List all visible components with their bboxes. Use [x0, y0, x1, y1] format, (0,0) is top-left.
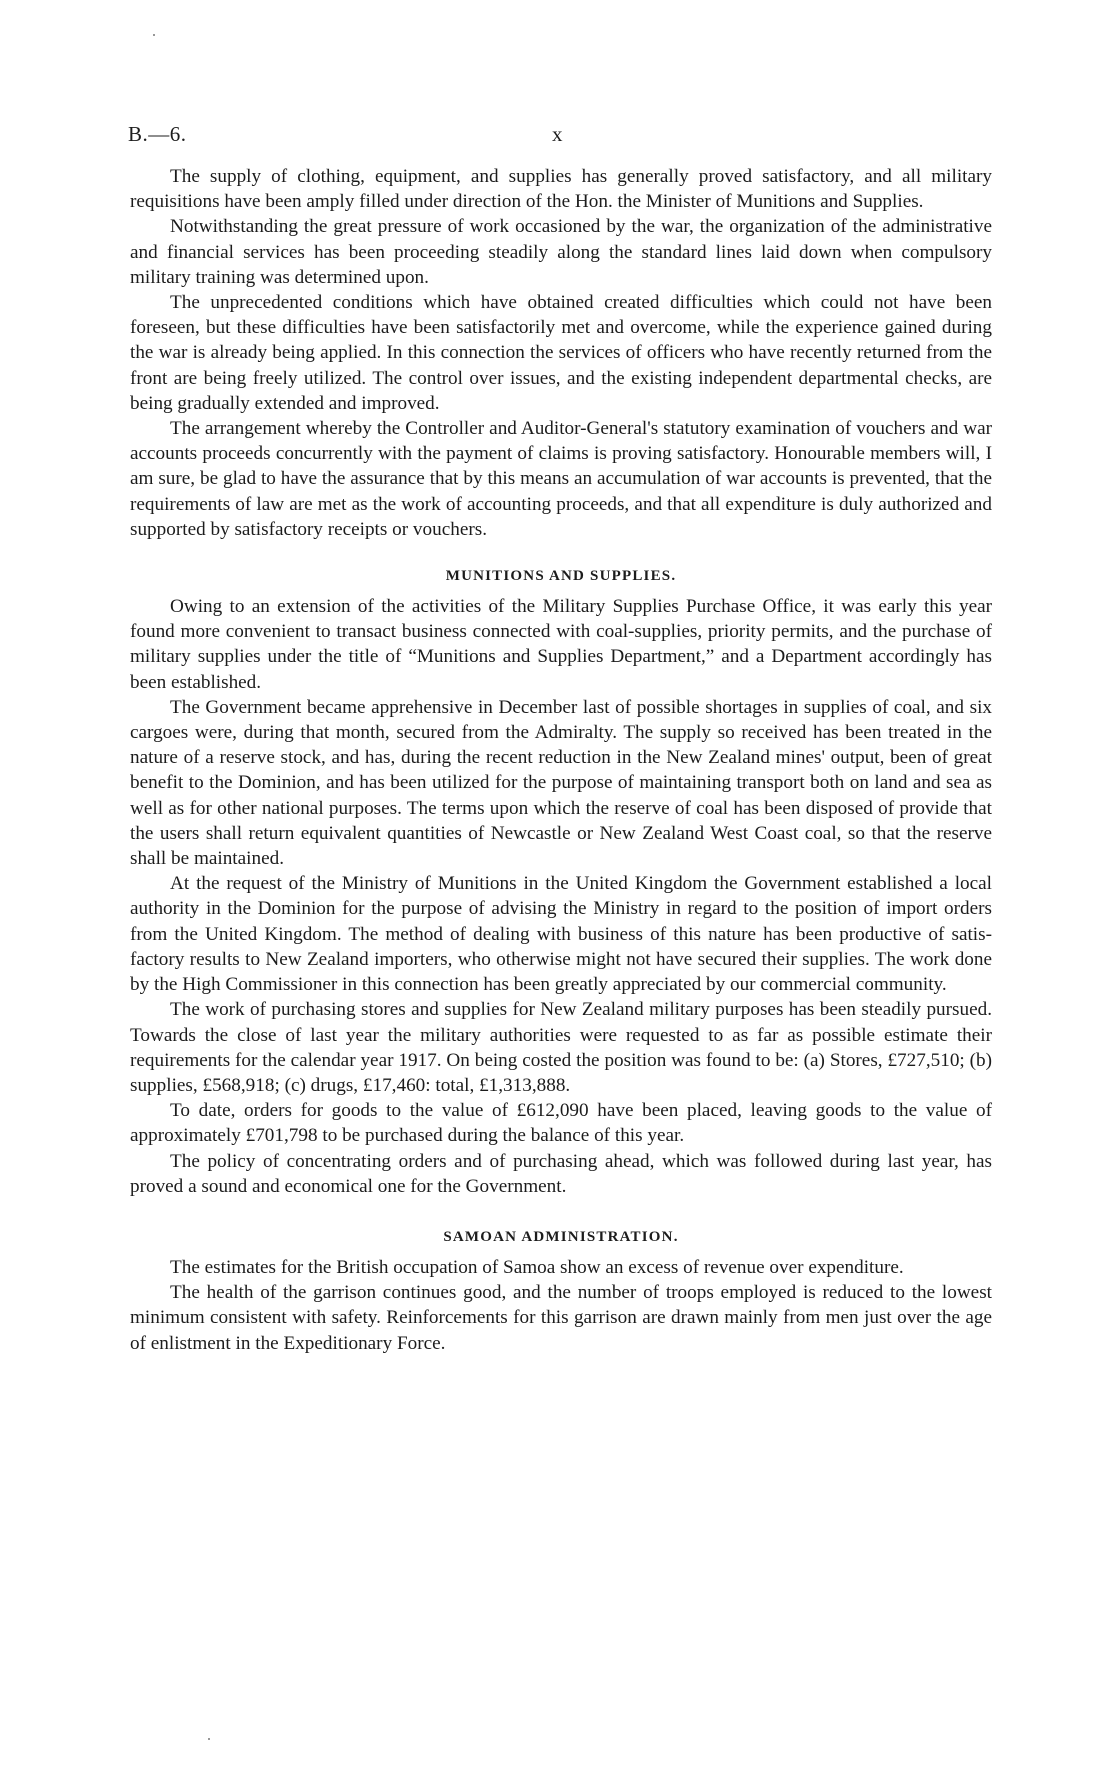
- paragraph: The arrangement whereby the Controller and Auditor-General's statutory examination of vouchers and war accounts proceeds concurrently with the payment of claims is proving satisfactory. Honourable members will, I am sure, be glad to have the assurance that by this means an accumulation of war accounts is prevented, that the requirements of law are met as the work of accounting proceeds, and that all expenditure is duly authorized and supported by satisfactory receipts or vouchers.: [130, 418, 992, 540]
- paragraph: The unprecedented conditions which have obtained created difficulties which could not have been foreseen, but these difficulties have been satisfactorily met and overcome, while the experience gained during the war is already being applied. In this connection the services of officers who have recently returned from the front are being freely utilized. The control over issues, and the existing independent departmental checks, are being gradually extended and improved.: [130, 292, 992, 414]
- section-heading-samoan: SAMOAN ADMINISTRATION.: [443, 1228, 679, 1245]
- paragraph: The supply of clothing, equipment, and supplies has generally proved satisfactory, and all military requisitions have been amply filled under direction of the Hon. the Minister of Munitions and Supplies.: [130, 166, 992, 213]
- speck-mark: [208, 1738, 210, 1740]
- paragraph: The estimates for the British occupation of Samoa show an excess of revenue over expenditure.: [170, 1256, 904, 1278]
- paragraph: Owing to an extension of the activities of the Military Supplies Purchase Office, it was early this year found more convenient to transact business connected with coal-supplies, priority permits, and the purchase of military supplies under the title of “Munitions and Supplies Department,” and a Department accordingly has been established.: [130, 596, 992, 693]
- paragraph: The Government became apprehensive in December last of possible shortages in supplies of coal, and six cargoes were, during that month, secured from the Admiralty. The supply so received has been treated in the nature of a reserve stock, and has, during the recent reduction in the New Zealand mines' output, been of great benefit to the Dominion, and has been utilized for the purpose of maintaining transport both on land and sea as well as for other national purposes. The terms upon which the reserve of coal has been disposed of provide that the users shall return equivalent quantities of Newcastle or New Zealand West Coast coal, so that the reserve shall be maintained.: [130, 696, 992, 870]
- paragraph: The policy of concentrating orders and of purchasing ahead, which was followed during last year, has proved a sound and economical one for the Government.: [130, 1150, 992, 1197]
- paragraph: To date, orders for goods to the value of £612,090 have been placed, leaving goods to the value of approximately £701,798 to be purchased during the balance of this year.: [130, 1100, 992, 1147]
- speck-mark: [153, 34, 155, 36]
- page-number: x: [552, 122, 563, 146]
- page-reference: B.—6.: [128, 122, 187, 146]
- paragraph: At the request of the Ministry of Munitions in the United Kingdom the Government established a local authority in the Dominion for the purpose of advising the Ministry in regard to the position of import orders from the United Kingdom. The method of dealing with business of this nature has been productive of satisfactory results to New Zealand importers, who otherwise might not have secured their supplies. The work done by the High Commissioner in this connection has been greatly appreciated by our commercial community.: [130, 873, 992, 996]
- section-heading-munitions: MUNITIONS AND SUPPLIES.: [445, 568, 677, 585]
- paragraph: The work of purchasing stores and supplies for New Zealand military purposes has been steadily pursued. Towards the close of last year the military authorities were requested to as far as possible estimate their requirements for the calendar year 1917. On being costed the position was found to be: (a) Stores, £727,510; (b) supplies, £568,918; (c) drugs, £17,460: total, £1,313,888.: [130, 999, 992, 1096]
- paragraph: The health of the garrison continues good, and the number of troops employed is reduced to the lowest minimum consistent with safety. Reinforcements for this garrison are drawn mainly from men just over the age of enlistment in the Expeditionary Force.: [130, 1282, 992, 1354]
- document-body: [130, 164, 992, 1356]
- paragraph: Notwithstanding the great pressure of work occasioned by the war, the organization of the administrative and financial services has been proceeding steadily along the standard lines laid down when compulsory military training was determined upon.: [130, 216, 992, 288]
- page-header: [128, 122, 988, 152]
